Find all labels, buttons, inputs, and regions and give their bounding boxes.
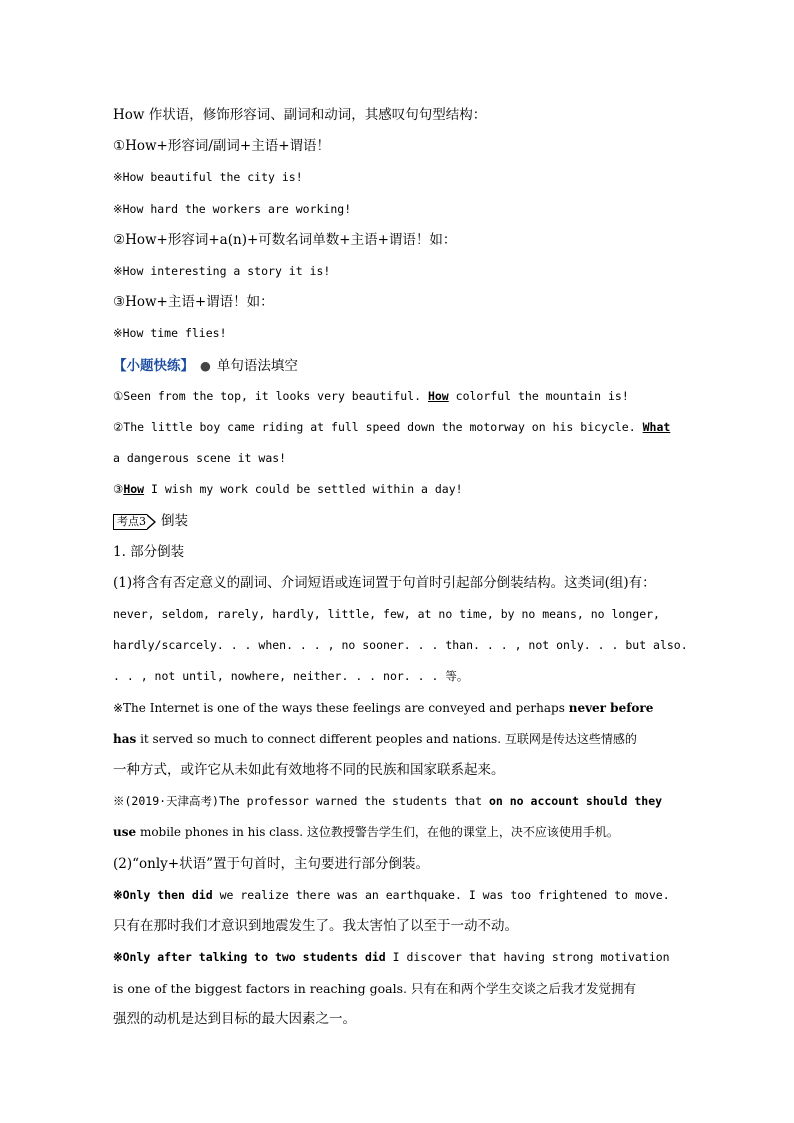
example-5-bold-2: has (113, 731, 137, 746)
example-8-text: I discover that having strong motivation (385, 950, 670, 965)
example-7-bold: ※Only then did (113, 887, 213, 902)
rule-1-words-1 (113, 599, 683, 630)
pattern-3: ③How+主语+谓语！如： (113, 294, 274, 311)
answer-1: How (427, 388, 449, 403)
rule-2: (2)“only+状语”置于句首时，主句要进行部分倒装。 (113, 855, 430, 872)
example-4: ※How time flies! (113, 326, 227, 341)
example-5-bold: never before (568, 700, 654, 715)
example-6-line-2 (113, 817, 683, 848)
example-5-line-3: 一种方式，或许它从未如此有效地将不同的民族和国家联系起来。 (113, 761, 505, 778)
rule-1-words-3: . . , not until, nowhere, neither. . . nor. . . 等。 (113, 669, 469, 684)
practice-label: 【小题快练】 (113, 357, 194, 374)
example-7-text: we realize there was an earthquake. I was too frightened to move. (212, 887, 670, 902)
example-2: ※How hard the workers are working! (113, 201, 352, 216)
question-2-text: ②The little boy came riding at full speed down the motorway on his bicycle. (113, 419, 643, 434)
rule-1-words-1-text: never, seldom, rarely, hardly, little, few, at no time, by no means, no longer, (113, 607, 660, 621)
example-1: ※How beautiful the city is! (113, 170, 303, 185)
example-6-bold: on no account should they (488, 794, 663, 809)
question-2-cont: a dangerous scene it was! (113, 451, 287, 466)
example-5-line-2 (113, 724, 683, 755)
practice-heading (113, 350, 683, 381)
question-1-text: ①Seen from the top, it looks very beautiful. (113, 388, 428, 403)
example-6-text: ※(2019·天津高考)The professor warned the students that (113, 794, 489, 809)
example-6-bold-2: use (113, 825, 137, 840)
example-8-bold: ※Only after talking to two students did (113, 950, 386, 965)
bullet-icon: ● (200, 357, 211, 373)
example-5-line-1 (113, 693, 683, 724)
question-2 (113, 412, 683, 443)
question-1-end: colorful the mountain is! (448, 388, 629, 403)
kaodian-heading (113, 505, 683, 536)
question-3 (113, 474, 683, 505)
question-3-text: I wish my work could be settled within a day! (144, 482, 463, 497)
intro-text: How 作状语，修饰形容词、副词和动词，其感叹句句型结构： (113, 107, 487, 123)
example-5-text: ※The Internet is one of the ways these feelings are conveyed and perhaps (113, 700, 569, 715)
question-3-num: ③ (113, 482, 124, 497)
kaodian-tag: 考点3 (113, 514, 147, 530)
pattern-1: ①How+形容词/副词+主语+谓语！ (113, 138, 331, 155)
pattern-2: ②How+形容词+a(n)+可数名词单数+主语+谓语！如： (113, 231, 457, 248)
document-page (113, 100, 688, 1036)
practice-title: 单句语法填空 (216, 357, 298, 374)
section-1-heading: 1. 部分倒装 (113, 543, 185, 560)
answer-2: What (642, 419, 671, 434)
example-6-line-1 (113, 786, 683, 817)
rule-1-words-2: hardly/scarcely. . . when. . . , no sooner. . . than. . . , not only. . . but also. (113, 638, 688, 653)
example-3: ※How interesting a story it is! (113, 263, 331, 278)
example-7-line-1 (113, 880, 683, 911)
example-8-line-2: is one of the biggest factors in reaching goals. 只有在和两个学生交谈之后我才发觉拥有 (113, 981, 636, 997)
example-8-line-3: 强烈的动机是达到目标的最大因素之一。 (113, 1011, 356, 1028)
answer-3: How (123, 482, 145, 497)
example-6-text-2: mobile phones in his class. 这位教授警告学生们，在他的课堂上，决不应该使用手机。 (136, 825, 619, 840)
example-5-text-2: it served so much to connect different peoples and nations. 互联网是传达这些情感的 (136, 731, 637, 746)
example-7-line-2: 只有在那时我们才意识到地震发生了。我太害怕了以至于一动不动。 (113, 917, 518, 934)
example-8-line-1 (113, 942, 683, 973)
rule-1: (1)将含有否定意义的副词、介词短语或连词置于句首时引起部分倒装结构。这类词(组)有： (113, 574, 656, 591)
question-1 (113, 381, 683, 412)
kaodian-title: 倒装 (161, 513, 188, 530)
